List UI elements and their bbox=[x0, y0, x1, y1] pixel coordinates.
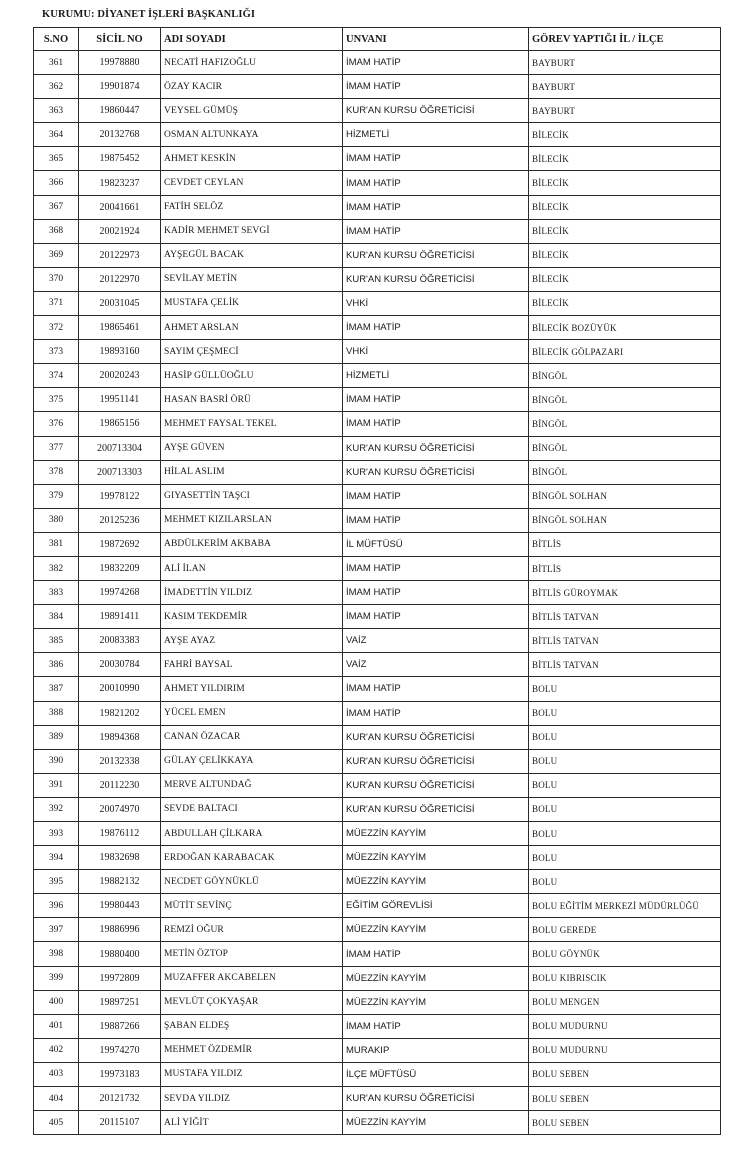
cell-sicil: 19891411 bbox=[79, 605, 161, 629]
cell-no: 378 bbox=[34, 460, 79, 484]
cell-no: 373 bbox=[34, 340, 79, 364]
cell-place: BİLECİK BOZÜYÜK bbox=[529, 316, 721, 340]
cell-sicil: 19860447 bbox=[79, 99, 161, 123]
table-row bbox=[34, 123, 721, 147]
header-title: UNVANI bbox=[343, 28, 529, 51]
cell-place: BOLU EĞİTİM MERKEZİ MÜDÜRLÜĞÜ bbox=[529, 894, 721, 918]
cell-name: MUSTAFA ÇELİK bbox=[161, 291, 343, 315]
cell-title: MURAKIP bbox=[343, 1038, 529, 1062]
cell-title: İMAM HATİP bbox=[343, 701, 529, 725]
cell-no: 389 bbox=[34, 725, 79, 749]
cell-title: KUR'AN KURSU ÖĞRETİCİSİ bbox=[343, 460, 529, 484]
cell-title: KUR'AN KURSU ÖĞRETİCİSİ bbox=[343, 1087, 529, 1111]
table-row bbox=[34, 243, 721, 267]
cell-title: İMAM HATİP bbox=[343, 147, 529, 171]
cell-sicil: 20125236 bbox=[79, 508, 161, 532]
cell-no: 382 bbox=[34, 556, 79, 580]
cell-title: İMAM HATİP bbox=[343, 556, 529, 580]
cell-place: BOLU bbox=[529, 797, 721, 821]
cell-place: BİNGÖL SOLHAN bbox=[529, 508, 721, 532]
cell-name: AHMET ARSLAN bbox=[161, 316, 343, 340]
cell-place: BOLU bbox=[529, 773, 721, 797]
table-row bbox=[34, 629, 721, 653]
cell-no: 381 bbox=[34, 532, 79, 556]
cell-place: BOLU SEBEN bbox=[529, 1111, 721, 1135]
cell-sicil: 19887266 bbox=[79, 1014, 161, 1038]
cell-place: BİLECİK bbox=[529, 123, 721, 147]
cell-place: BİLECİK bbox=[529, 147, 721, 171]
cell-no: 384 bbox=[34, 605, 79, 629]
table-header-row bbox=[34, 28, 721, 51]
cell-sicil: 19978880 bbox=[79, 51, 161, 75]
table-row bbox=[34, 581, 721, 605]
table-row bbox=[34, 918, 721, 942]
cell-sicil: 20031045 bbox=[79, 291, 161, 315]
header-sicil: SİCİL NO bbox=[79, 28, 161, 51]
cell-name: ALİ İLAN bbox=[161, 556, 343, 580]
cell-place: BAYBURT bbox=[529, 75, 721, 99]
cell-name: ÖZAY KACIR bbox=[161, 75, 343, 99]
cell-no: 405 bbox=[34, 1111, 79, 1135]
table-row bbox=[34, 749, 721, 773]
table-row bbox=[34, 966, 721, 990]
cell-title: İMAM HATİP bbox=[343, 605, 529, 629]
cell-sicil: 20132338 bbox=[79, 749, 161, 773]
cell-sicil: 20074970 bbox=[79, 797, 161, 821]
cell-place: BİNGÖL bbox=[529, 460, 721, 484]
cell-sicil: 20132768 bbox=[79, 123, 161, 147]
table-row bbox=[34, 822, 721, 846]
cell-title: İMAM HATİP bbox=[343, 195, 529, 219]
table-row bbox=[34, 556, 721, 580]
cell-title: KUR'AN KURSU ÖĞRETİCİSİ bbox=[343, 749, 529, 773]
cell-name: ERDOĞAN KARABACAK bbox=[161, 846, 343, 870]
cell-sicil: 20020243 bbox=[79, 364, 161, 388]
cell-title: İMAM HATİP bbox=[343, 171, 529, 195]
cell-no: 385 bbox=[34, 629, 79, 653]
cell-no: 370 bbox=[34, 267, 79, 291]
cell-sicil: 20121732 bbox=[79, 1087, 161, 1111]
cell-sicil: 19901874 bbox=[79, 75, 161, 99]
cell-name: AYŞE AYAZ bbox=[161, 629, 343, 653]
cell-place: BOLU KIBRISCIK bbox=[529, 966, 721, 990]
table-row bbox=[34, 773, 721, 797]
cell-name: HASAN BASRİ ÖRÜ bbox=[161, 388, 343, 412]
cell-title: İMAM HATİP bbox=[343, 51, 529, 75]
table-row bbox=[34, 1087, 721, 1111]
cell-title: İMAM HATİP bbox=[343, 219, 529, 243]
table-row bbox=[34, 725, 721, 749]
cell-place: BİLECİK bbox=[529, 219, 721, 243]
cell-place: BİNGÖL bbox=[529, 436, 721, 460]
cell-sicil: 19872692 bbox=[79, 532, 161, 556]
cell-place: BAYBURT bbox=[529, 51, 721, 75]
cell-name: MÜTİT SEVİNÇ bbox=[161, 894, 343, 918]
cell-place: BOLU bbox=[529, 677, 721, 701]
table-row bbox=[34, 1062, 721, 1086]
table-row bbox=[34, 484, 721, 508]
cell-place: BOLU SEBEN bbox=[529, 1062, 721, 1086]
cell-no: 401 bbox=[34, 1014, 79, 1038]
cell-no: 390 bbox=[34, 749, 79, 773]
cell-place: BİTLİS TATVAN bbox=[529, 605, 721, 629]
cell-name: MUSTAFA YILDIZ bbox=[161, 1062, 343, 1086]
cell-no: 371 bbox=[34, 291, 79, 315]
cell-no: 400 bbox=[34, 990, 79, 1014]
cell-sicil: 20041661 bbox=[79, 195, 161, 219]
cell-name: AYŞE GÜVEN bbox=[161, 436, 343, 460]
cell-no: 386 bbox=[34, 653, 79, 677]
cell-title: KUR'AN KURSU ÖĞRETİCİSİ bbox=[343, 243, 529, 267]
cell-place: BİTLİS bbox=[529, 556, 721, 580]
cell-title: İMAM HATİP bbox=[343, 316, 529, 340]
table-row bbox=[34, 1038, 721, 1062]
table-row bbox=[34, 388, 721, 412]
cell-place: BOLU MENGEN bbox=[529, 990, 721, 1014]
cell-place: BİTLİS TATVAN bbox=[529, 629, 721, 653]
table-row bbox=[34, 267, 721, 291]
table-row bbox=[34, 605, 721, 629]
cell-sicil: 19865156 bbox=[79, 412, 161, 436]
cell-title: HİZMETLİ bbox=[343, 364, 529, 388]
cell-sicil: 19980443 bbox=[79, 894, 161, 918]
table-row bbox=[34, 51, 721, 75]
table-row bbox=[34, 412, 721, 436]
cell-no: 395 bbox=[34, 870, 79, 894]
cell-place: BOLU bbox=[529, 846, 721, 870]
cell-title: MÜEZZİN KAYYİM bbox=[343, 990, 529, 1014]
table-row bbox=[34, 846, 721, 870]
cell-name: YÜCEL EMEN bbox=[161, 701, 343, 725]
cell-sicil: 19974268 bbox=[79, 581, 161, 605]
table-row bbox=[34, 364, 721, 388]
cell-no: 375 bbox=[34, 388, 79, 412]
cell-no: 391 bbox=[34, 773, 79, 797]
cell-no: 377 bbox=[34, 436, 79, 460]
cell-name: ABDULLAH ÇİLKARA bbox=[161, 822, 343, 846]
cell-name: AHMET KESKİN bbox=[161, 147, 343, 171]
cell-no: 388 bbox=[34, 701, 79, 725]
cell-name: SEVDA YILDIZ bbox=[161, 1087, 343, 1111]
cell-no: 365 bbox=[34, 147, 79, 171]
cell-no: 362 bbox=[34, 75, 79, 99]
cell-title: EĞİTİM GÖREVLİSİ bbox=[343, 894, 529, 918]
cell-place: BOLU bbox=[529, 749, 721, 773]
cell-place: BOLU SEBEN bbox=[529, 1087, 721, 1111]
header-no: S.NO bbox=[34, 28, 79, 51]
table-row bbox=[34, 701, 721, 725]
cell-sicil: 19832698 bbox=[79, 846, 161, 870]
cell-name: KADİR MEHMET SEVGİ bbox=[161, 219, 343, 243]
cell-place: BİLECİK bbox=[529, 291, 721, 315]
table-row bbox=[34, 195, 721, 219]
cell-sicil: 19897251 bbox=[79, 990, 161, 1014]
cell-title: İMAM HATİP bbox=[343, 1014, 529, 1038]
cell-place: BİTLİS TATVAN bbox=[529, 653, 721, 677]
table-row bbox=[34, 99, 721, 123]
cell-sicil: 20083383 bbox=[79, 629, 161, 653]
table-row bbox=[34, 171, 721, 195]
cell-name: ALİ YİĞİT bbox=[161, 1111, 343, 1135]
cell-no: 379 bbox=[34, 484, 79, 508]
cell-no: 361 bbox=[34, 51, 79, 75]
cell-name: KASIM TEKDEMİR bbox=[161, 605, 343, 629]
cell-sicil: 19876112 bbox=[79, 822, 161, 846]
cell-title: VAİZ bbox=[343, 653, 529, 677]
cell-no: 363 bbox=[34, 99, 79, 123]
table-row bbox=[34, 653, 721, 677]
cell-place: BİNGÖL SOLHAN bbox=[529, 484, 721, 508]
cell-name: SEVDE BALTACI bbox=[161, 797, 343, 821]
cell-name: GIYASETTİN TAŞCI bbox=[161, 484, 343, 508]
cell-sicil: 19894368 bbox=[79, 725, 161, 749]
cell-no: 403 bbox=[34, 1062, 79, 1086]
cell-title: VHKİ bbox=[343, 340, 529, 364]
cell-sicil: 19972809 bbox=[79, 966, 161, 990]
cell-sicil: 200713304 bbox=[79, 436, 161, 460]
cell-no: 393 bbox=[34, 822, 79, 846]
cell-title: İMAM HATİP bbox=[343, 75, 529, 99]
cell-sicil: 19893160 bbox=[79, 340, 161, 364]
cell-sicil: 19880400 bbox=[79, 942, 161, 966]
cell-no: 404 bbox=[34, 1087, 79, 1111]
cell-place: BİLECİK bbox=[529, 243, 721, 267]
cell-name: MUZAFFER AKCABELEN bbox=[161, 966, 343, 990]
cell-name: MEVLÜT ÇOKYAŞAR bbox=[161, 990, 343, 1014]
cell-no: 380 bbox=[34, 508, 79, 532]
cell-name: SEVİLAY METİN bbox=[161, 267, 343, 291]
cell-title: VAİZ bbox=[343, 629, 529, 653]
table-row bbox=[34, 1111, 721, 1135]
cell-place: BİNGÖL bbox=[529, 412, 721, 436]
cell-no: 367 bbox=[34, 195, 79, 219]
cell-name: GÜLAY ÇELİKKAYA bbox=[161, 749, 343, 773]
cell-title: MÜEZZİN KAYYİM bbox=[343, 846, 529, 870]
cell-title: KUR'AN KURSU ÖĞRETİCİSİ bbox=[343, 99, 529, 123]
table-row bbox=[34, 147, 721, 171]
cell-name: AHMET YILDIRIM bbox=[161, 677, 343, 701]
cell-name: FAHRİ BAYSAL bbox=[161, 653, 343, 677]
cell-no: 396 bbox=[34, 894, 79, 918]
cell-title: İMAM HATİP bbox=[343, 388, 529, 412]
cell-sicil: 19974270 bbox=[79, 1038, 161, 1062]
cell-no: 369 bbox=[34, 243, 79, 267]
cell-title: İL MÜFTÜSÜ bbox=[343, 532, 529, 556]
cell-sicil: 19865461 bbox=[79, 316, 161, 340]
cell-sicil: 20122973 bbox=[79, 243, 161, 267]
cell-no: 383 bbox=[34, 581, 79, 605]
cell-sicil: 19886996 bbox=[79, 918, 161, 942]
cell-no: 394 bbox=[34, 846, 79, 870]
cell-place: BOLU GÖYNÜK bbox=[529, 942, 721, 966]
cell-name: HİLAL ASLIM bbox=[161, 460, 343, 484]
cell-no: 376 bbox=[34, 412, 79, 436]
table-row bbox=[34, 460, 721, 484]
cell-sicil: 20021924 bbox=[79, 219, 161, 243]
cell-sicil: 19821202 bbox=[79, 701, 161, 725]
cell-no: 372 bbox=[34, 316, 79, 340]
table-row bbox=[34, 291, 721, 315]
cell-name: CANAN ÖZACAR bbox=[161, 725, 343, 749]
cell-place: BOLU MUDURNU bbox=[529, 1014, 721, 1038]
cell-sicil: 20030784 bbox=[79, 653, 161, 677]
organization-title: KURUMU: DİYANET İŞLERİ BAŞKANLIĞI bbox=[42, 9, 256, 20]
cell-sicil: 19832209 bbox=[79, 556, 161, 580]
cell-name: MERVE ALTUNDAĞ bbox=[161, 773, 343, 797]
cell-name: NECATİ HAFIZOĞLU bbox=[161, 51, 343, 75]
cell-title: KUR'AN KURSU ÖĞRETİCİSİ bbox=[343, 267, 529, 291]
cell-sicil: 20115107 bbox=[79, 1111, 161, 1135]
cell-name: VEYSEL GÜMÜŞ bbox=[161, 99, 343, 123]
cell-title: KUR'AN KURSU ÖĞRETİCİSİ bbox=[343, 797, 529, 821]
table-row bbox=[34, 942, 721, 966]
cell-name: AYŞEGÜL BACAK bbox=[161, 243, 343, 267]
cell-place: BİTLİS GÜROYMAK bbox=[529, 581, 721, 605]
cell-title: İMAM HATİP bbox=[343, 942, 529, 966]
cell-place: BOLU GEREDE bbox=[529, 918, 721, 942]
cell-no: 392 bbox=[34, 797, 79, 821]
cell-name: MEHMET FAYSAL TEKEL bbox=[161, 412, 343, 436]
cell-title: MÜEZZİN KAYYİM bbox=[343, 918, 529, 942]
cell-no: 398 bbox=[34, 942, 79, 966]
cell-title: İMAM HATİP bbox=[343, 412, 529, 436]
cell-no: 368 bbox=[34, 219, 79, 243]
cell-place: BİLECİK bbox=[529, 171, 721, 195]
cell-sicil: 20010990 bbox=[79, 677, 161, 701]
cell-name: NECDET GÖYNÜKLÜ bbox=[161, 870, 343, 894]
cell-place: BOLU MUDURNU bbox=[529, 1038, 721, 1062]
cell-title: İMAM HATİP bbox=[343, 677, 529, 701]
cell-title: KUR'AN KURSU ÖĞRETİCİSİ bbox=[343, 773, 529, 797]
cell-place: BİNGÖL bbox=[529, 364, 721, 388]
cell-place: BİLECİK bbox=[529, 267, 721, 291]
cell-no: 399 bbox=[34, 966, 79, 990]
cell-name: ŞABAN ELDEŞ bbox=[161, 1014, 343, 1038]
cell-name: MEHMET ÖZDEMİR bbox=[161, 1038, 343, 1062]
table-row bbox=[34, 508, 721, 532]
cell-name: METİN ÖZTOP bbox=[161, 942, 343, 966]
table-row bbox=[34, 990, 721, 1014]
header-place: GÖREV YAPTIĞI İL / İLÇE bbox=[529, 28, 721, 51]
cell-title: VHKİ bbox=[343, 291, 529, 315]
cell-title: MÜEZZİN KAYYİM bbox=[343, 822, 529, 846]
table-body bbox=[34, 51, 721, 1135]
cell-place: BİNGÖL bbox=[529, 388, 721, 412]
cell-place: BİLECİK bbox=[529, 195, 721, 219]
cell-no: 366 bbox=[34, 171, 79, 195]
cell-sicil: 19951141 bbox=[79, 388, 161, 412]
table-row bbox=[34, 219, 721, 243]
cell-no: 397 bbox=[34, 918, 79, 942]
cell-name: İMADETTİN YILDIZ bbox=[161, 581, 343, 605]
header-name: ADI SOYADI bbox=[161, 28, 343, 51]
cell-title: HİZMETLİ bbox=[343, 123, 529, 147]
cell-title: İMAM HATİP bbox=[343, 581, 529, 605]
cell-sicil: 19875452 bbox=[79, 147, 161, 171]
cell-place: BİTLİS bbox=[529, 532, 721, 556]
table-row bbox=[34, 316, 721, 340]
cell-name: MEHMET KIZILARSLAN bbox=[161, 508, 343, 532]
table-row bbox=[34, 677, 721, 701]
cell-sicil: 20112230 bbox=[79, 773, 161, 797]
table-row bbox=[34, 436, 721, 460]
cell-no: 402 bbox=[34, 1038, 79, 1062]
table-row bbox=[34, 1014, 721, 1038]
cell-name: CEVDET CEYLAN bbox=[161, 171, 343, 195]
cell-sicil: 19823237 bbox=[79, 171, 161, 195]
cell-no: 387 bbox=[34, 677, 79, 701]
cell-title: İLÇE MÜFTÜSÜ bbox=[343, 1062, 529, 1086]
table-row bbox=[34, 870, 721, 894]
cell-sicil: 19978122 bbox=[79, 484, 161, 508]
cell-place: BAYBURT bbox=[529, 99, 721, 123]
cell-no: 374 bbox=[34, 364, 79, 388]
cell-title: MÜEZZİN KAYYİM bbox=[343, 1111, 529, 1135]
cell-sicil: 200713303 bbox=[79, 460, 161, 484]
cell-title: İMAM HATİP bbox=[343, 508, 529, 532]
personnel-table bbox=[33, 27, 721, 1135]
cell-name: FATİH SELÖZ bbox=[161, 195, 343, 219]
cell-place: BOLU bbox=[529, 822, 721, 846]
cell-title: KUR'AN KURSU ÖĞRETİCİSİ bbox=[343, 725, 529, 749]
cell-name: SAYIM ÇEŞMECİ bbox=[161, 340, 343, 364]
table-row bbox=[34, 894, 721, 918]
cell-place: BİLECİK GÖLPAZARI bbox=[529, 340, 721, 364]
cell-sicil: 20122970 bbox=[79, 267, 161, 291]
cell-sicil: 19882132 bbox=[79, 870, 161, 894]
table-row bbox=[34, 797, 721, 821]
table-row bbox=[34, 532, 721, 556]
cell-name: ABDÜLKERİM AKBABA bbox=[161, 532, 343, 556]
cell-place: BOLU bbox=[529, 701, 721, 725]
cell-no: 364 bbox=[34, 123, 79, 147]
cell-place: BOLU bbox=[529, 725, 721, 749]
cell-title: KUR'AN KURSU ÖĞRETİCİSİ bbox=[343, 436, 529, 460]
cell-title: İMAM HATİP bbox=[343, 484, 529, 508]
cell-name: OSMAN ALTUNKAYA bbox=[161, 123, 343, 147]
cell-place: BOLU bbox=[529, 870, 721, 894]
cell-name: HASİP GÜLLÜOĞLU bbox=[161, 364, 343, 388]
table-row bbox=[34, 340, 721, 364]
cell-sicil: 19973183 bbox=[79, 1062, 161, 1086]
cell-title: MÜEZZİN KAYYİM bbox=[343, 966, 529, 990]
cell-title: MÜEZZİN KAYYİM bbox=[343, 870, 529, 894]
cell-name: REMZİ OĞUR bbox=[161, 918, 343, 942]
table-row bbox=[34, 75, 721, 99]
